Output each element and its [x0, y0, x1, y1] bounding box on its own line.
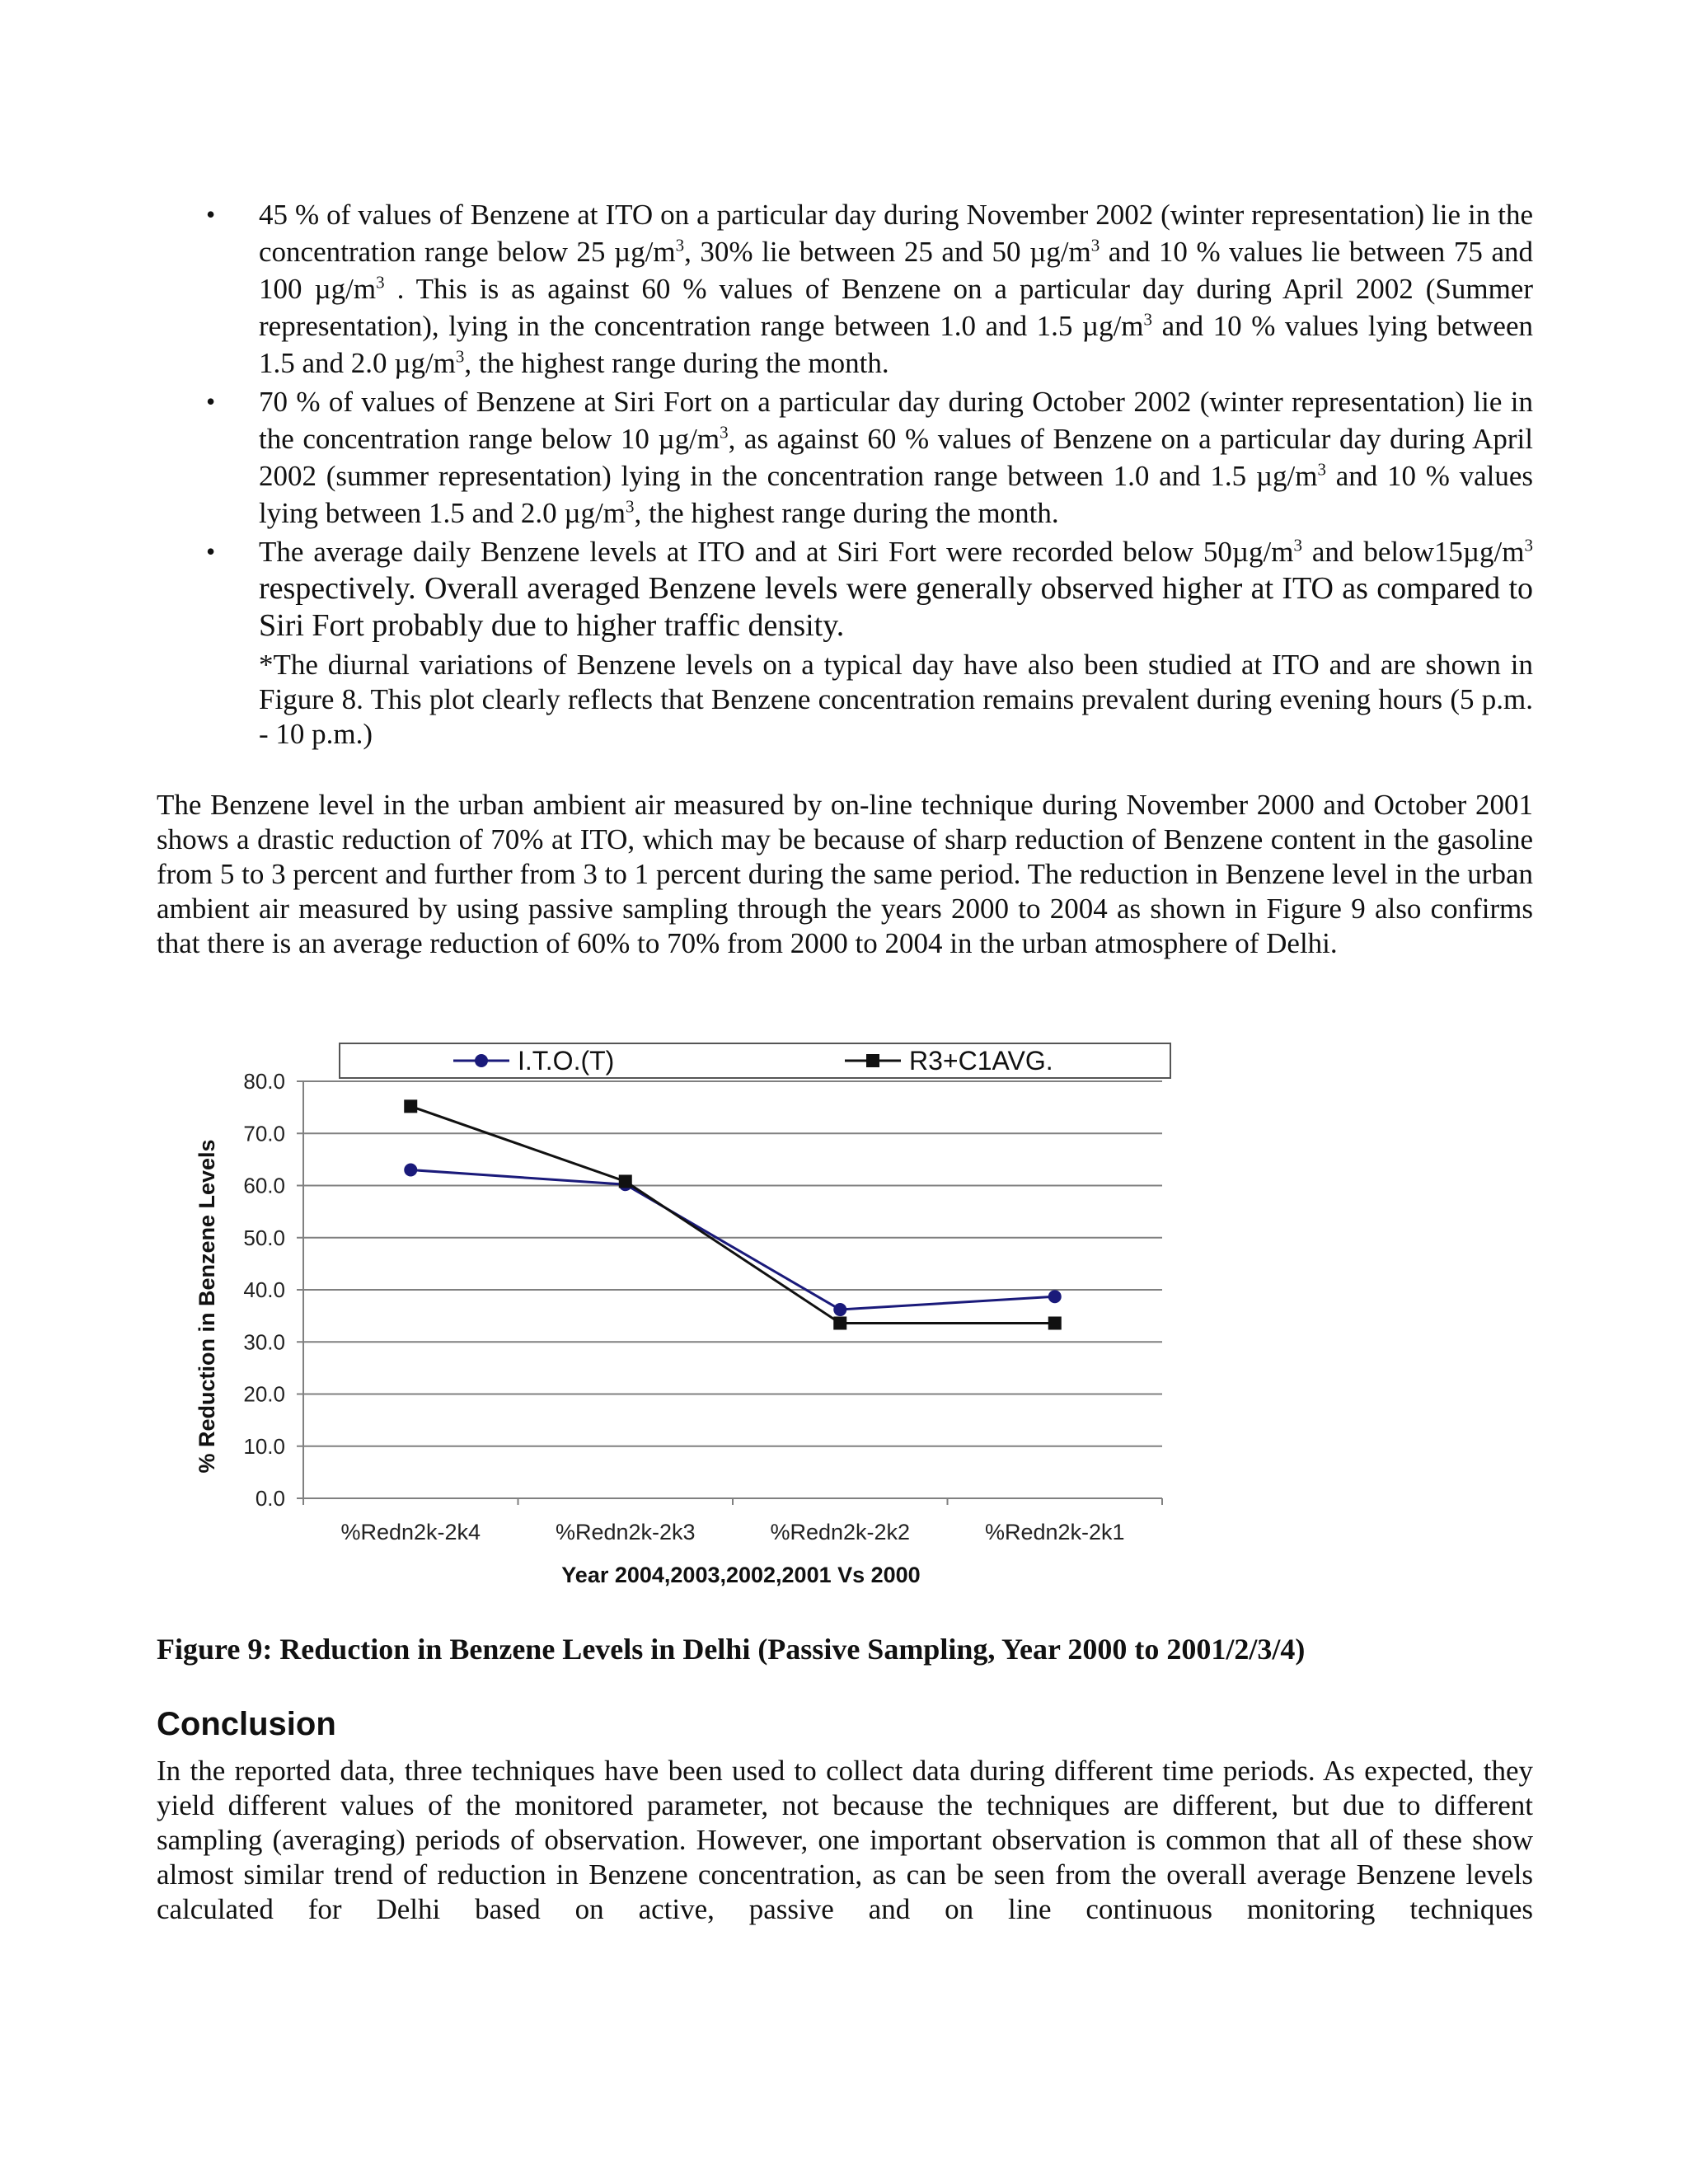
- bullet-text: and 10 % values lying between 1.5 and 2.0 µg/m: [259, 460, 1533, 529]
- y-tick-label: 0.0: [255, 1486, 285, 1511]
- data-point: [833, 1303, 846, 1316]
- superscript: 3: [1090, 235, 1100, 255]
- y-tick-label: 10.0: [243, 1433, 285, 1459]
- superscript: 3: [720, 422, 729, 443]
- figure-9-chart: [181, 1038, 1195, 1599]
- conclusion-paragraph: In the reported data, three techniques have been used to collect data during different time periods. As expected, they yield different values of the monitored parameter, not because the techniques are different, but due to different sampling (averaging) periods of observation. However, one important observation is common that all of these show almost similar trend of reduction in Benzene concentration, as can be seen from the overall average Benzene levels calculated for Delhi based on active, passive and on line continuous monitoring techniques: [157, 1755, 1533, 1925]
- superscript: 3: [376, 272, 385, 293]
- legend-marker: [475, 1054, 488, 1067]
- superscript: 3: [1293, 535, 1302, 555]
- y-tick-label: 60.0: [243, 1173, 285, 1198]
- superscript: 3: [1524, 535, 1533, 555]
- bullet-text: The average daily Benzene levels at ITO and at Siri Fort were recorded below 50µg/m: [259, 536, 1294, 568]
- legend-marker: [866, 1054, 879, 1067]
- series-line: [410, 1106, 1055, 1323]
- bullet-text: , as against 60 % values of Benzene on a particular day during April 2002 (summer representation) lying in the concentration range between 1.0 and 1.5 µg/m: [259, 423, 1533, 492]
- y-tick-label: 30.0: [243, 1329, 285, 1355]
- bullet-text: . This is as against 60 % values of Benzene on a particular day during April 2002 (Summer representation), lying in the concentration range between 1.0 and 1.5 µg/m: [259, 273, 1533, 342]
- line-chart: [181, 1038, 1195, 1599]
- legend-label: I.T.O.(T): [518, 1046, 615, 1076]
- series-line: [410, 1170, 1055, 1310]
- bullet-text: , the highest range during the month.: [464, 347, 889, 379]
- body-paragraph: The Benzene level in the urban ambient air measured by on-line technique during November 2000 and October 2001 shows a drastic reduction of 70% at ITO, which may be because of sharp reduction of Benzene content in the gasoline from 5 to 3 percent and further from 3 to 1 percent during the same period. The reduction in Benzene level in the urban ambient air measured by using passive sampling through the years 2000 to 2004 as shown in Figure 9 also confirms that there is an average reduction of 60% to 70% from 2000 to 2004 in the urban atmosphere of Delhi.: [157, 789, 1533, 959]
- section-heading: Conclusion: [157, 1706, 336, 1742]
- bullet-item-average: [259, 533, 1533, 644]
- data-point: [619, 1174, 632, 1188]
- y-tick-label: 20.0: [243, 1381, 285, 1407]
- superscript: 3: [1317, 459, 1326, 480]
- bullet-text: 45 % of values of Benzene at ITO on a particular day during November 2002 (winter representation) lie in the concentration range below 25 µg/m: [259, 199, 1533, 268]
- figure-caption: Figure 9: Reduction in Benzene Levels in Delhi (Passive Sampling, Year 2000 to 2001/2/3/4): [157, 1633, 1306, 1666]
- data-point: [833, 1316, 846, 1329]
- legend-label: R3+C1AVG.: [909, 1046, 1053, 1076]
- bullet-text: and below15µg/m: [1301, 536, 1525, 568]
- y-tick-label: 50.0: [243, 1225, 285, 1250]
- data-point: [1048, 1316, 1062, 1329]
- bullet-text: respectively. Overall averaged Benzene levels were generally observed higher at ITO as compared to Siri Fort probably due to higher traffic density.: [259, 571, 1533, 643]
- bullet-text: and 10 % values lie between 75 and 100 µg/m: [259, 236, 1533, 305]
- x-tick-label: %Redn2k-2k2: [770, 1520, 911, 1544]
- x-tick-label: %Redn2k-2k4: [340, 1520, 481, 1544]
- y-axis-title: % Reduction in Benzene Levels: [195, 1139, 219, 1474]
- superscript: 3: [625, 496, 635, 517]
- data-point: [404, 1164, 417, 1177]
- x-axis-title: Year 2004,2003,2002,2001 Vs 2000: [561, 1563, 921, 1587]
- data-point: [1048, 1290, 1062, 1303]
- y-tick-label: 40.0: [243, 1277, 285, 1302]
- y-tick-label: 80.0: [243, 1069, 285, 1094]
- x-tick-label: %Redn2k-2k3: [555, 1520, 696, 1544]
- x-tick-label: %Redn2k-2k1: [984, 1520, 1125, 1544]
- bullet-list: [206, 196, 1533, 752]
- diurnal-note: *The diurnal variations of Benzene levels on a typical day have also been studied at ITO and are shown in Figure 8. This plot clearly reflects that Benzene concentration remains prevalent during evening hours (5 p.m. - 10 p.m.): [259, 649, 1533, 750]
- bullet-text: , 30% lie between 25 and 50 µg/m: [684, 236, 1091, 268]
- superscript: 3: [1143, 309, 1153, 330]
- data-point: [404, 1099, 417, 1113]
- bullet-item-ito: [259, 196, 1533, 382]
- bullet-text: and 10 % values lying between 1.5 and 2.0 µg/m: [259, 310, 1533, 379]
- bullet-text: , the highest range during the month.: [634, 497, 1059, 529]
- bullet-item-siri-fort: [259, 383, 1533, 532]
- superscript: 3: [675, 235, 685, 255]
- bullet-text: 70 % of values of Benzene at Siri Fort on a particular day during October 2002 (winter representation) lie in the concentration range below 10 µg/m: [259, 386, 1533, 455]
- y-tick-label: 70.0: [243, 1121, 285, 1146]
- superscript: 3: [455, 346, 465, 367]
